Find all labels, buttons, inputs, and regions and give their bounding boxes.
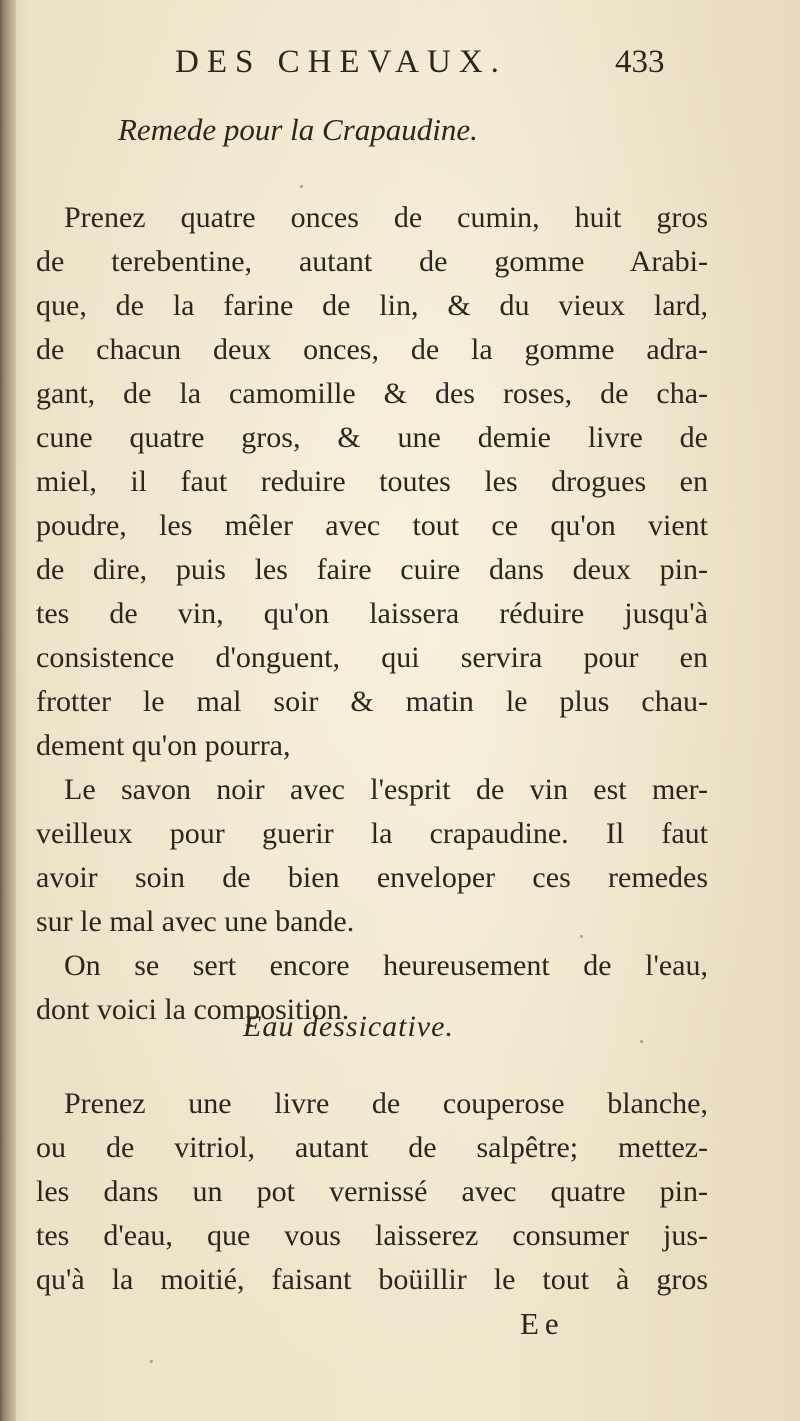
- text-line: Prenez quatre onces de cumin, huit gros: [64, 201, 708, 234]
- text-line: qu'à la moitié, faisant boüillir le tout à gros: [36, 1263, 708, 1296]
- catchword: Ee: [520, 1306, 565, 1341]
- text-line: de dire, puis les faire cuire dans deux pin-: [36, 553, 708, 586]
- text-line: tes de vin, qu'on laissera réduire jusqu'à: [36, 597, 708, 630]
- text-line: que, de la farine de lin, & du vieux lard,: [36, 289, 708, 322]
- text-line: avoir soin de bien enveloper ces remedes: [36, 861, 708, 894]
- section-title-remede: Remede pour la Crapaudine.: [118, 112, 478, 147]
- running-head: DES CHEVAUX.: [175, 44, 507, 80]
- text-line: veilleux pour guerir la crapaudine. Il faut: [36, 817, 708, 850]
- page-header: [175, 44, 695, 94]
- text-line: miel, il faut reduire toutes les drogues en: [36, 465, 708, 498]
- text-line: gant, de la camomille & des roses, de cha-: [36, 377, 708, 410]
- text-line: ou de vitriol, autant de salpêtre; mettez-: [36, 1131, 708, 1164]
- text-line: poudre, les mêler avec tout ce qu'on vient: [36, 509, 708, 542]
- text-line: tes d'eau, que vous laisserez consumer jus-: [36, 1219, 708, 1252]
- text-line: les dans un pot vernissé avec quatre pin-: [36, 1175, 708, 1208]
- text-line: cune quatre gros, & une demie livre de: [36, 421, 708, 454]
- paper-speck: [300, 185, 303, 188]
- text-line: dont voici la composition.: [36, 993, 350, 1026]
- text-line: de chacun deux onces, de la gomme adra-: [36, 333, 708, 366]
- binding-gutter: [0, 0, 16, 1421]
- text-line: de terebentine, autant de gomme Arabi-: [36, 245, 708, 278]
- text-line: Le savon noir avec l'esprit de vin est mer-: [64, 773, 708, 806]
- text-line: consistence d'onguent, qui servira pour en: [36, 641, 708, 674]
- paper-speck: [150, 1360, 153, 1363]
- paper-speck: [640, 1040, 643, 1043]
- text-line: Prenez une livre de couperose blanche,: [64, 1087, 708, 1120]
- text-line: frotter le mal soir & matin le plus chau-: [36, 685, 708, 718]
- section-title-eau: Eau dessicative.: [243, 1010, 454, 1043]
- text-line: dement qu'on pourra,: [36, 729, 291, 762]
- paper-speck: [580, 935, 583, 938]
- text-line: sur le mal avec une bande.: [36, 905, 355, 938]
- text-line: On se sert encore heureusement de l'eau,: [64, 949, 708, 982]
- page-number: 433: [615, 44, 665, 80]
